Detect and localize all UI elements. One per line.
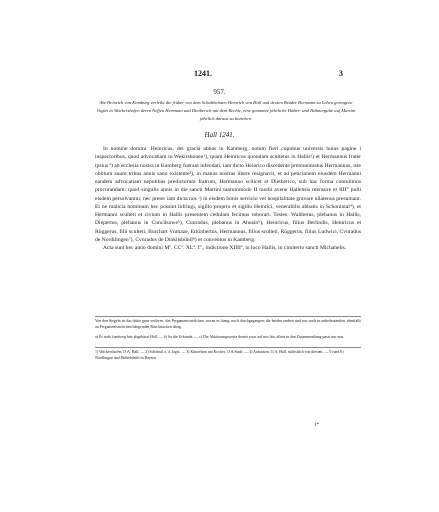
page-number: 3 <box>339 69 343 78</box>
footnote-divider <box>95 316 361 317</box>
place-date: Hall 1241. <box>204 131 235 139</box>
signature-mark: 1* <box>314 423 319 428</box>
charter-paragraph: Acta sunt hec anno domini Mº. CCº. XLº. Iº., indictione XIIIIª, in loco Hallis, in cimiterio sancti Michahelis. <box>103 245 347 251</box>
textual-notes: a) Es steht fundweg hier abgekürzt Hall. — b) So die Urkunde. — c) Die Abkürzungsweise deutet zwar auf nos hin, allein in den Zusammenhang passt nur non. <box>95 335 345 339</box>
charter-text <box>95 145 361 252</box>
footnote-divider <box>95 347 361 348</box>
fact-notes: 1) Wackershofen, O.A. Hall. — 2) Schöntal a. d. Jagst. — 3) Künzelsau am Kocher, O.A.Stadt. — 4) Anhausen, O.A. Hall, südöstlich von diesem. — 5) und 6) Nördlingen und Dinkelsbühl in Bayern. <box>95 350 344 360</box>
document-number: 957. <box>213 88 226 96</box>
running-head <box>0 69 439 81</box>
charter-paragraph: In nomine domini. Heinricus, dei gracia abbas in Kamberg, notum fieri cupimus universis huius pagine i inspectoribus, quod advocatiam in Wekirshouen¹), quam Heinricus quondam scultetus in Hallis²) et Hermannus frater ipsius ª) ab ecclesia nostra in Kamberg fuerant infeodati, iam dicto Heinrico discedente premonimatus Hermannus, iste obiitum suum tribus annis sano existente³), in manus nostras libere resignavit, et ad peticionem eiusdem Hermanni eandem advocatiam nepotibus predictorum fratrum, Hermanno scilicet et Dietherico, sub hac forma contulimus procurandam: quod singulis annis in die sancti Martini tantummodo II modii avene Hallensis mensure et IIII° pulli eisdem persolvantur, nec preter iam dicta nos ᶜ) in eisdem bonis servicio vel hospitalitate gravare ullatenus presumant. Et ne malicia hominum hec possint infringi, sigillo proprio et sigillo Heinrici, venerabilis abbatis in Schonintal⁴), et Hermanni sculteti et civium in Hallis presentem cedulam fecimus roborari. Testes: Waltherus, plebanus in Hallis, Diepertus, plebanus in Cuncilsowe⁵), Cunradus, plebanus in Ahusin⁶), Heinricus, filius Berlindis, Heinricus et Rüggerus, filii sculteti, Burchart Vnmaze, Erkinbertus, Hermannus, filius sculteti, Rüggerus, filius Ludwici, Cvnradus de Nordilingen⁷), Cvnradus de Dinkilsbühil⁸) et conventus in Kamberg. <box>95 146 361 243</box>
regest-summary: Abt Heinrich von Komburg verleiht die früher von dem Schultheissen Heinrich von Hall und dessen Brüder Hermann zu Lehen getragene Vogtei in Wackershofen deren Neffen Hermann und Dietherich mit dem Rechte, eine genannte jährliche Haber- und Hühnergülte auf Martini jährlich daraus zu beziehen. <box>96 100 356 121</box>
tradition-note: Von den Siegeln ist das dritte ganz verloren, das Pergamentstreifchen, woran es hieng, noch durchgegangen; die beiden andern sind nur noch in unbedeutenden, ebenfalls an Pergamentstreifchen hängenden Bruchstücken übrig. <box>95 319 361 329</box>
running-head-year: 1241. <box>194 69 212 78</box>
